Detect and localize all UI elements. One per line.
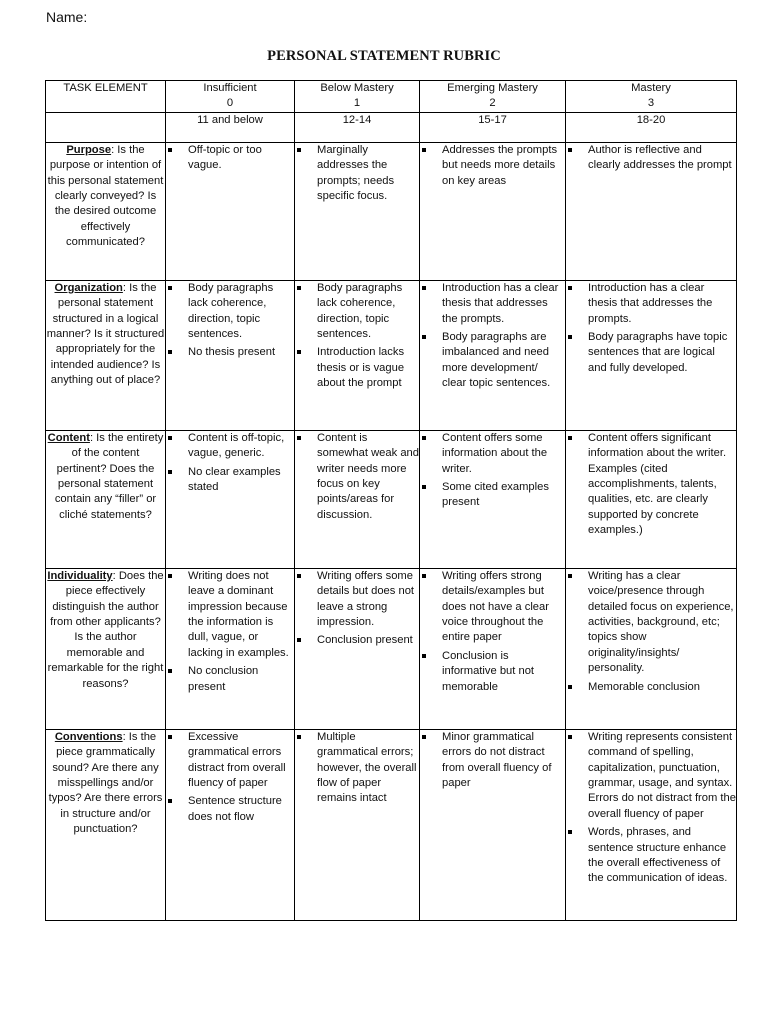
header-tier-mastery: Mastery 3 [566,81,737,113]
score-range-cell: 11 and below [166,112,295,142]
criteria-cell [420,729,566,920]
header-tier-emerging-mastery: Emerging Mastery 2 [420,81,566,113]
rubric-table [45,80,737,921]
page-title: PERSONAL STATEMENT RUBRIC [267,48,501,64]
criteria-cell [166,430,295,568]
header-task-element: TASK ELEMENT [46,81,166,113]
table-row-content [46,430,737,568]
criteria-cell [295,430,420,568]
criteria-cell [295,729,420,920]
criteria-cell [420,280,566,430]
list-item: Content is off-topic, vague, generic. [166,431,294,462]
list-item: Conclusion present [295,633,419,648]
list-item: Writing represents consistent command of spelling, capitalization, punctuation, grammar, usage, and syntax. Errors do not distract from the overall fluency of paper [566,730,736,822]
task-element-cell: Individuality: Does the piece effectively distinguish the author from other applicants? Is the author memorable and remarkable for the right reasons? [46,568,166,729]
list-item: Body paragraphs lack coherence, direction, topic sentences. [166,281,294,343]
score-range-cell: 18-20 [566,112,737,142]
list-item: Multiple grammatical errors; however, the overall flow of paper remains intact [295,730,419,807]
criteria-cell [566,729,737,920]
list-item: Conclusion is informative but not memorable [420,649,565,695]
criteria-cell [420,142,566,280]
score-range-cell: 12-14 [295,112,420,142]
list-item: Author is reflective and clearly addresses the prompt [566,143,736,174]
list-item: Introduction lacks thesis or is vague about the prompt [295,345,419,391]
criteria-cell [166,568,295,729]
list-item: Introduction has a clear thesis that addresses the prompts. [566,281,736,327]
list-item: Sentence structure does not flow [166,794,294,825]
table-row-conventions [46,729,737,920]
score-range-empty [46,112,166,142]
score-range-cell: 15-17 [420,112,566,142]
list-item: Off-topic or too vague. [166,143,294,174]
list-item: Excessive grammatical errors distract from overall fluency of paper [166,730,294,792]
criteria-cell [295,568,420,729]
list-item: Content offers some information about the writer. [420,431,565,477]
list-item: Introduction has a clear thesis that addresses the prompts. [420,281,565,327]
score-range-row [46,112,737,142]
criteria-cell [295,280,420,430]
list-item: Words, phrases, and sentence structure enhance the overall effectiveness of the communication of ideas. [566,825,736,887]
header-row [46,81,737,113]
criteria-cell [295,142,420,280]
name-label: Name: [46,9,88,25]
header-tier-insufficient: Insufficient 0 [166,81,295,113]
list-item: Memorable conclusion [566,680,736,695]
list-item: Body paragraphs have topic sentences that are logical and fully developed. [566,330,736,376]
list-item: Body paragraphs lack coherence, direction, topic sentences. [295,281,419,343]
criteria-cell [566,280,737,430]
table-row-organization [46,280,737,430]
criteria-cell [420,430,566,568]
list-item: No clear examples stated [166,465,294,496]
criteria-cell [566,568,737,729]
list-item: Writing offers strong details/examples but does not have a clear voice throughout the entire paper [420,569,565,646]
list-item: No thesis present [166,345,294,360]
criteria-cell [566,142,737,280]
list-item: No conclusion present [166,664,294,695]
task-element-cell: Organization: Is the personal statement structured in a logical manner? Is it structured appropriately for the intended audience? Is anything out of place? [46,280,166,430]
list-item: Content is somewhat weak and writer needs more focus on key points/areas for discussion. [295,431,419,523]
task-element-cell: Purpose: Is the purpose or intention of this personal statement clearly conveyed? Is the desired outcome effectively communicated? [46,142,166,280]
criteria-cell [166,142,295,280]
task-element-cell: Conventions: Is the piece grammatically sound? Are there any misspellings and/or typos? Are there errors in structure and/or punctuation? [46,729,166,920]
criteria-cell [566,430,737,568]
list-item: Content offers significant information about the writer. Examples (cited accomplishments, talents, qualities, etc. are clearly supported by concrete examples.) [566,431,736,539]
table-row-purpose [46,142,737,280]
list-item: Writing does not leave a dominant impression because the information is dull, vague, or lacking in examples. [166,569,294,661]
header-tier-below-mastery: Below Mastery 1 [295,81,420,113]
criteria-cell [166,280,295,430]
list-item: Minor grammatical errors do not distract from overall fluency of paper [420,730,565,792]
task-element-cell: Content: Is the entirety of the content pertinent? Does the personal statement contain any “filler” or cliché statements? [46,430,166,568]
list-item: Marginally addresses the prompts; needs specific focus. [295,143,419,205]
table-row-individuality [46,568,737,729]
list-item: Addresses the prompts but needs more details on key areas [420,143,565,189]
list-item: Body paragraphs are imbalanced and need more development/ clear topic sentences. [420,330,565,392]
criteria-cell [420,568,566,729]
list-item: Some cited examples present [420,480,565,511]
list-item: Writing has a clear voice/presence through detailed focus on experience, activities, background, etc; topics show originality/insights/ personality. [566,569,736,677]
criteria-cell [166,729,295,920]
list-item: Writing offers some details but does not leave a strong impression. [295,569,419,631]
